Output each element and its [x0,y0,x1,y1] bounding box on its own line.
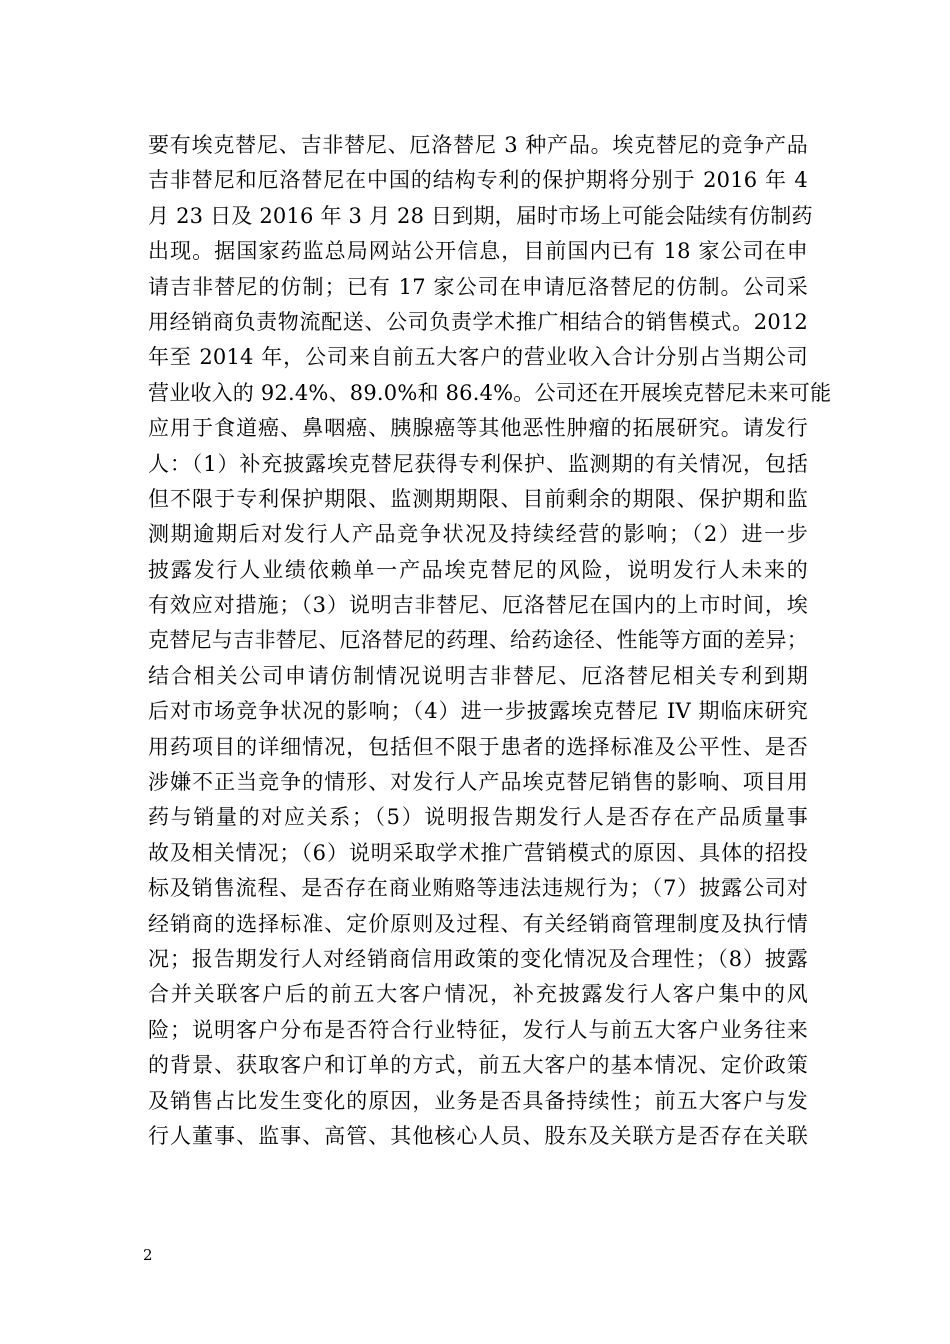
text-line: 但不限于专利保护期限、监测期期限、目前剩余的期限、保护期和监 [148,486,808,511]
text-line: 克替尼与吉非替尼、厄洛替尼的药理、给药途径、性能等方面的差异； [148,628,808,653]
text-line: 营业收入的 92.4%、89.0%和 86.4%。公司还在开展埃克替尼未来可能 [148,380,832,405]
text-line: 披露发行人业绩依赖单一产品埃克替尼的风险，说明发行人未来的 [148,557,808,582]
text-line: 用经销商负责物流配送、公司负责学术推广相结合的销售模式。2012 [148,309,808,334]
text-line: 年至 2014 年，公司来自前五大客户的营业收入合计分别占当期公司 [148,345,808,370]
body-text [148,128,832,1154]
text-line: 吉非替尼和厄洛替尼在中国的结构专利的保护期将分别于 2016 年 4 [148,168,808,193]
text-line: 的背景、获取客户和订单的方式，前五大客户的基本情况、定价政策 [148,1053,808,1078]
text-line: 及销售占比发生变化的原因，业务是否具备持续性；前五大客户与发 [148,1088,808,1113]
text-line: 故及相关情况；（6）说明采取学术推广营销模式的原因、具体的招投 [148,840,808,865]
text-line: 况；报告期发行人对经销商信用政策的变化情况及合理性；（8）披露 [148,946,808,971]
text-line: 后对市场竞争状况的影响；（4）进一步披露埃克替尼 IV 期临床研究 [148,699,808,724]
text-line: 经销商的选择标准、定价原则及过程、有关经销商管理制度及执行情 [148,911,808,936]
text-line: 药与销量的对应关系；（5）说明报告期发行人是否存在产品质量事 [148,805,808,830]
text-line: 要有埃克替尼、吉非替尼、厄洛替尼 3 种产品。埃克替尼的竞争产品 [148,133,808,157]
text-line: 有效应对措施；（3）说明吉非替尼、厄洛替尼在国内的上市时间，埃 [148,593,808,618]
text-line: 人：（1）补充披露埃克替尼获得专利保护、监测期的有关情况，包括 [148,451,808,476]
text-line: 出现。据国家药监总局网站公开信息，目前国内已有 18 家公司在申 [148,239,808,264]
text-line: 请吉非替尼的仿制；已有 17 家公司在申请厄洛替尼的仿制。公司采 [148,274,808,299]
text-line: 标及销售流程、是否存在商业贿赂等违法违规行为；（7）披露公司对 [148,876,808,901]
text-line: 结合相关公司申请仿制情况说明吉非替尼、厄洛替尼相关专利到期 [148,663,808,688]
text-line: 涉嫌不正当竞争的情形、对发行人产品埃克替尼销售的影响、项目用 [148,770,808,795]
text-line: 应用于食道癌、鼻咽癌、胰腺癌等其他恶性肿瘤的拓展研究。请发行 [148,416,808,441]
text-line: 险；说明客户分布是否符合行业特征，发行人与前五大客户业务往来 [148,1017,808,1042]
page-number: 2 [143,1246,153,1264]
text-line: 行人董事、监事、高管、其他核心人员、股东及关联方是否存在关联 [148,1123,808,1148]
text-line: 用药项目的详细情况，包括但不限于患者的选择标准及公平性、是否 [148,734,808,759]
text-line: 测期逾期后对发行人产品竞争状况及持续经营的影响；（2）进一步 [148,522,808,547]
text-line: 月 23 日及 2016 年 3 月 28 日到期，届时市场上可能会陆续有仿制药 [148,203,813,228]
text-line: 合并关联客户后的前五大客户情况，补充披露发行人客户集中的风 [148,982,808,1007]
